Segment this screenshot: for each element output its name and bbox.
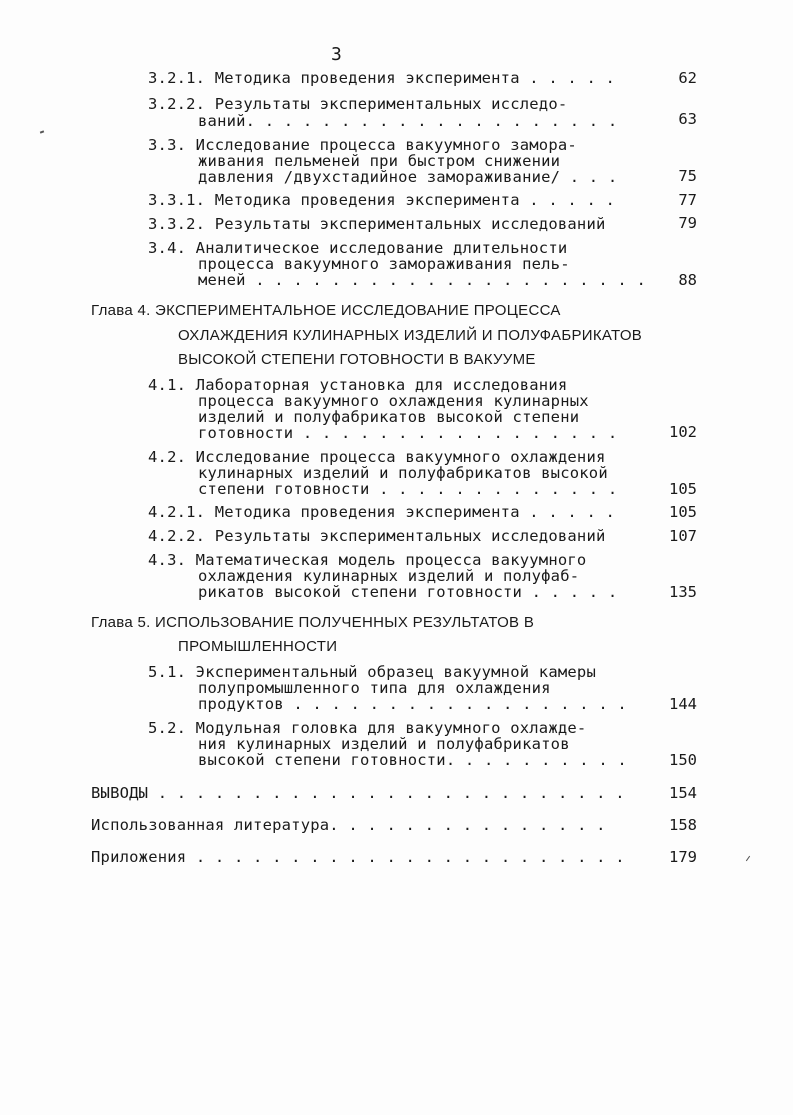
chapter-5-title-line-2: ПРОМЫШЛЕННОСТИ: [178, 638, 338, 655]
toc-page-3-3: 75: [678, 167, 697, 185]
toc-entry-4-2-2: 4.2.2. Результаты экспериментальных исследований: [148, 527, 606, 545]
toc-entry-5-1-line-1: 5.1. Экспериментальный образец вакуумной камеры: [148, 663, 596, 681]
scan-speck: [746, 856, 750, 861]
toc-entry-4-2-line-1: 4.2. Исследование процесса вакуумного охлаждения: [148, 448, 606, 466]
toc-page-3-2-2: 63: [678, 110, 697, 128]
toc-entry-4-3-line-1: 4.3. Математическая модель процесса вакуумного: [148, 551, 587, 569]
toc-page-4-2: 105: [669, 480, 697, 498]
chapter-4-title-line-3: ВЫСОКОЙ СТЕПЕНИ ГОТОВНОСТИ В ВАКУУМЕ: [178, 351, 536, 368]
toc-entry-5-1-line-2: полупромышленного типа для охлаждения: [198, 679, 551, 697]
toc-entry-3-4-line-1: 3.4. Аналитическое исследование длительности: [148, 239, 568, 257]
toc-entry-4-2-line-2: кулинарных изделий и полуфабрикатов высокой: [198, 464, 608, 482]
toc-page-4-2-2: 107: [669, 527, 697, 545]
toc-entry-5-2-line-1: 5.2. Модульная головка для вакуумного охлажде-: [148, 719, 587, 737]
toc-entry-3-2-2-line-2: ваний. . . . . . . . . . . . . . . . . . . .: [198, 112, 618, 130]
toc-page-5-1: 144: [669, 695, 697, 713]
toc-page-3-3-1: 77: [678, 191, 697, 209]
toc-entry-5-1-line-3: продуктов . . . . . . . . . . . . . . . . . .: [198, 695, 627, 713]
toc-entry-4-3-line-2: охлаждения кулинарных изделий и полуфаб-: [198, 567, 580, 585]
toc-entry-5-2-line-3: высокой степени готовности. . . . . . . . . .: [198, 751, 627, 769]
toc-page-4-3: 135: [669, 583, 697, 601]
toc-entry-3-3-1: 3.3.1. Методика проведения эксперимента . . . . .: [148, 191, 616, 209]
toc-page-4-1: 102: [669, 423, 697, 441]
toc-page-4-2-1: 105: [669, 503, 697, 521]
toc-entry-references: Использованная литература. . . . . . . . . . . . . . .: [91, 816, 606, 834]
toc-entry-4-1-line-4: готовности . . . . . . . . . . . . . . . . .: [198, 424, 618, 442]
toc-page-5-2: 150: [669, 751, 697, 769]
chapter-4-title-line-2: ОХЛАЖДЕНИЯ КУЛИНАРНЫХ ИЗДЕЛИЙ И ПОЛУФАБРИКАТОВ: [178, 327, 643, 344]
toc-entry-3-3-2: 3.3.2. Результаты экспериментальных исследований: [148, 215, 606, 233]
toc-entry-4-1-line-1: 4.1. Лабораторная установка для исследования: [148, 376, 568, 394]
toc-page-conclusions: 154: [669, 784, 697, 802]
toc-entry-4-2-1: 4.2.1. Методика проведения эксперимента . . . . .: [148, 503, 616, 521]
toc-entry-3-4-line-3: меней . . . . . . . . . . . . . . . . . . . . .: [198, 271, 646, 289]
toc-entry-appendices: Приложения . . . . . . . . . . . . . . . . . . . . . . .: [91, 848, 625, 866]
chapter-4-title-line-1: Глава 4. ЭКСПЕРИМЕНТАЛЬНОЕ ИССЛЕДОВАНИЕ ПРОЦЕССА: [91, 302, 561, 319]
toc-entry-5-2-line-2: ния кулинарных изделий и полуфабрикатов: [198, 735, 570, 753]
toc-entry-conclusions: ВЫВОДЫ . . . . . . . . . . . . . . . . . . . . . . . . .: [91, 784, 625, 802]
toc-entry-4-1-line-2: процесса вакуумного охлаждения кулинарных: [198, 392, 589, 410]
scan-speck: [40, 130, 44, 133]
toc-page-appendices: 179: [669, 848, 697, 866]
toc-entry-3-4-line-2: процесса вакуумного замораживания пель-: [198, 255, 570, 273]
toc-page-references: 158: [669, 816, 697, 834]
page-number: 3: [331, 44, 342, 65]
toc-entry-3-2-2-line-1: 3.2.2. Результаты экспериментальных исследо-: [148, 95, 568, 113]
toc-page-3-4: 88: [678, 271, 697, 289]
toc-entry-4-2-line-3: степени готовности . . . . . . . . . . . . .: [198, 480, 618, 498]
toc-entry-3-2-1: 3.2.1. Методика проведения эксперимента . . . . .: [148, 69, 616, 87]
toc-entry-3-3-line-1: 3.3. Исследование процесса вакуумного замора-: [148, 136, 577, 154]
toc-page-3-3-2: 79: [678, 214, 697, 232]
chapter-5-title-line-1: Глава 5. ИСПОЛЬЗОВАНИЕ ПОЛУЧЕННЫХ РЕЗУЛЬТАТОВ В: [91, 614, 535, 631]
toc-entry-4-1-line-3: изделий и полуфабрикатов высокой степени: [198, 408, 580, 426]
toc-page-3-2-1: 62: [678, 69, 697, 87]
toc-entry-3-3-line-2: живания пельменей при быстром снижении: [198, 152, 561, 170]
toc-entry-4-3-line-3: рикатов высокой степени готовности . . . . .: [198, 583, 618, 601]
toc-entry-3-3-line-3: давления /двухстадийное замораживание/ . . .: [198, 168, 618, 186]
